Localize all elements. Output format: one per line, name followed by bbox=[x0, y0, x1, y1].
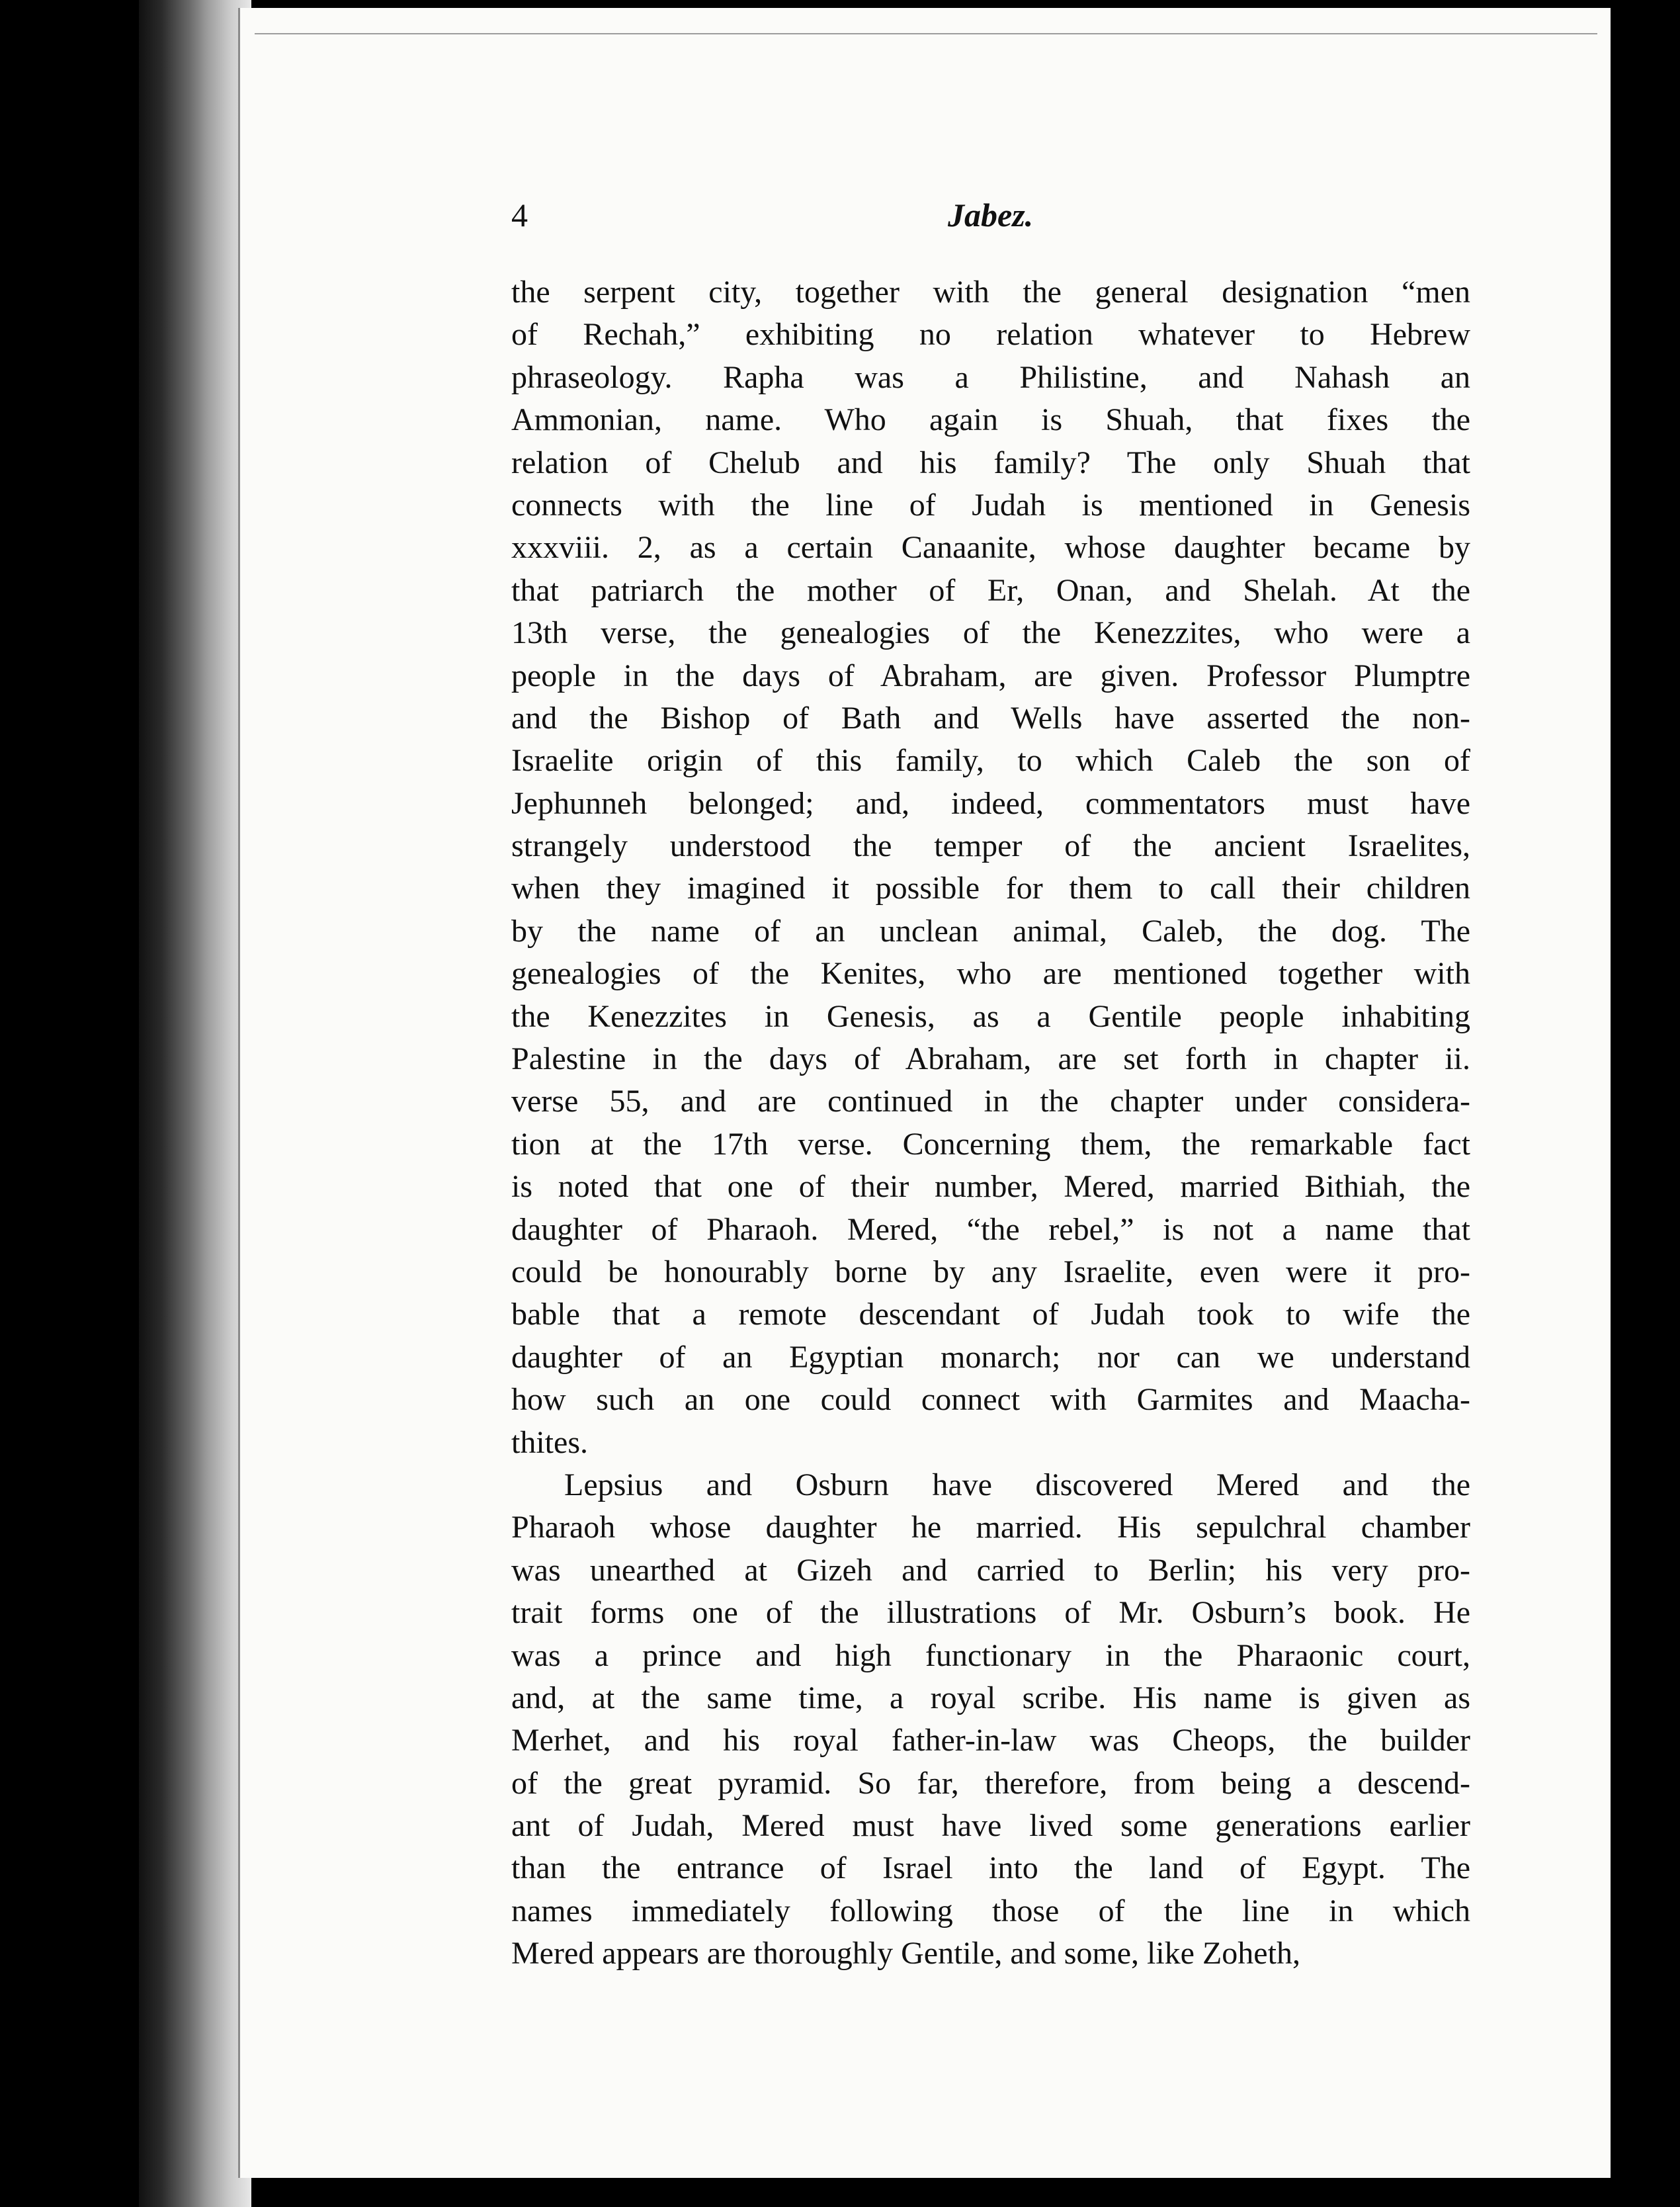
text-line: trait forms one of the illustrations of Mr. Osburn’s book. He bbox=[511, 1595, 1470, 1631]
text-line: 13th verse, the genealogies of the Kenezzites, who were a bbox=[511, 615, 1470, 651]
paragraph bbox=[511, 1464, 1470, 1975]
text-line: is noted that one of their number, Mered, married Bithiah, the bbox=[511, 1169, 1470, 1205]
text-line: of Rechah,” exhibiting no relation whatever to Hebrew bbox=[511, 317, 1470, 353]
right-scan-border bbox=[1611, 0, 1680, 2207]
page-top-edge-line bbox=[255, 33, 1597, 34]
text-line: the serpent city, together with the general designation “men bbox=[511, 275, 1470, 310]
text-line: could be honourably borne by any Israelite, even were it pro- bbox=[511, 1254, 1470, 1289]
text-line: how such an one could connect with Garmites and Maacha- bbox=[511, 1382, 1470, 1418]
text-line: Ammonian, name. Who again is Shuah, that fixes the bbox=[511, 402, 1470, 438]
text-line: connects with the line of Judah is mentioned in Genesis bbox=[511, 487, 1470, 523]
text-line: strangely understood the temper of the ancient Israelites, bbox=[511, 828, 1470, 864]
book-binding-edge bbox=[139, 0, 251, 2207]
text-line: than the entrance of Israel into the land of Egypt. The bbox=[511, 1850, 1470, 1886]
text-line: ant of Judah, Mered must have lived some generations earlier bbox=[511, 1808, 1470, 1844]
text-line: Mered appears are thoroughly Gentile, and some, like Zoheth, bbox=[511, 1936, 1300, 1971]
body-text bbox=[511, 271, 1470, 1975]
page-header bbox=[511, 196, 1470, 249]
text-line: tion at the 17th verse. Concerning them, the remarkable fact bbox=[511, 1126, 1470, 1162]
running-title: Jabez. bbox=[948, 196, 1034, 234]
text-line: genealogies of the Kenites, who are mentioned together with bbox=[511, 956, 1470, 992]
text-line: the Kenezzites in Genesis, as a Gentile people inhabiting bbox=[511, 998, 1470, 1034]
text-line: when they imagined it possible for them to call their children bbox=[511, 871, 1470, 906]
text-line: names immediately following those of the line in which bbox=[511, 1893, 1470, 1928]
text-line: verse 55, and are continued in the chapter under considera- bbox=[511, 1084, 1470, 1119]
text-line: was unearthed at Gizeh and carried to Berlin; his very pro- bbox=[511, 1552, 1470, 1588]
text-line: Merhet, and his royal father-in-law was Cheops, the builder bbox=[511, 1723, 1470, 1758]
text-line: of the great pyramid. So far, therefore, from being a descend- bbox=[511, 1765, 1470, 1801]
text-line: relation of Chelub and his family? The only Shuah that bbox=[511, 445, 1470, 480]
text-line: thites. bbox=[511, 1424, 588, 1460]
text-line: bable that a remote descendant of Judah took to wife the bbox=[511, 1297, 1470, 1332]
paragraph bbox=[511, 271, 1470, 1464]
text-line: xxxviii. 2, as a certain Canaanite, whose daughter became by bbox=[511, 530, 1470, 566]
text-line: that patriarch the mother of Er, Onan, and Shelah. At the bbox=[511, 572, 1470, 608]
page-number: 4 bbox=[511, 196, 528, 234]
text-line: was a prince and high functionary in the Pharaonic court, bbox=[511, 1637, 1470, 1673]
text-line: Israelite origin of this family, to which Caleb the son of bbox=[511, 743, 1470, 779]
text-line: daughter of an Egyptian monarch; nor can we understand bbox=[511, 1339, 1470, 1375]
text-line: people in the days of Abraham, are given. Professor Plumptre bbox=[511, 658, 1470, 693]
text-line: and the Bishop of Bath and Wells have asserted the non- bbox=[511, 700, 1470, 736]
text-line: Jephunneh belonged; and, indeed, commentators must have bbox=[511, 785, 1470, 821]
text-line: phraseology. Rapha was a Philistine, and Nahash an bbox=[511, 359, 1470, 395]
text-line: Lepsius and Osburn have discovered Mered and the bbox=[564, 1467, 1470, 1502]
text-line: Pharaoh whose daughter he married. His sepulchral chamber bbox=[511, 1510, 1470, 1545]
text-line: Palestine in the days of Abraham, are set forth in chapter ii. bbox=[511, 1041, 1470, 1077]
text-line: daughter of Pharaoh. Mered, “the rebel,” is not a name that bbox=[511, 1211, 1470, 1247]
text-line: and, at the same time, a royal scribe. His name is given as bbox=[511, 1680, 1470, 1715]
text-line: by the name of an unclean animal, Caleb, the dog. The bbox=[511, 913, 1470, 949]
